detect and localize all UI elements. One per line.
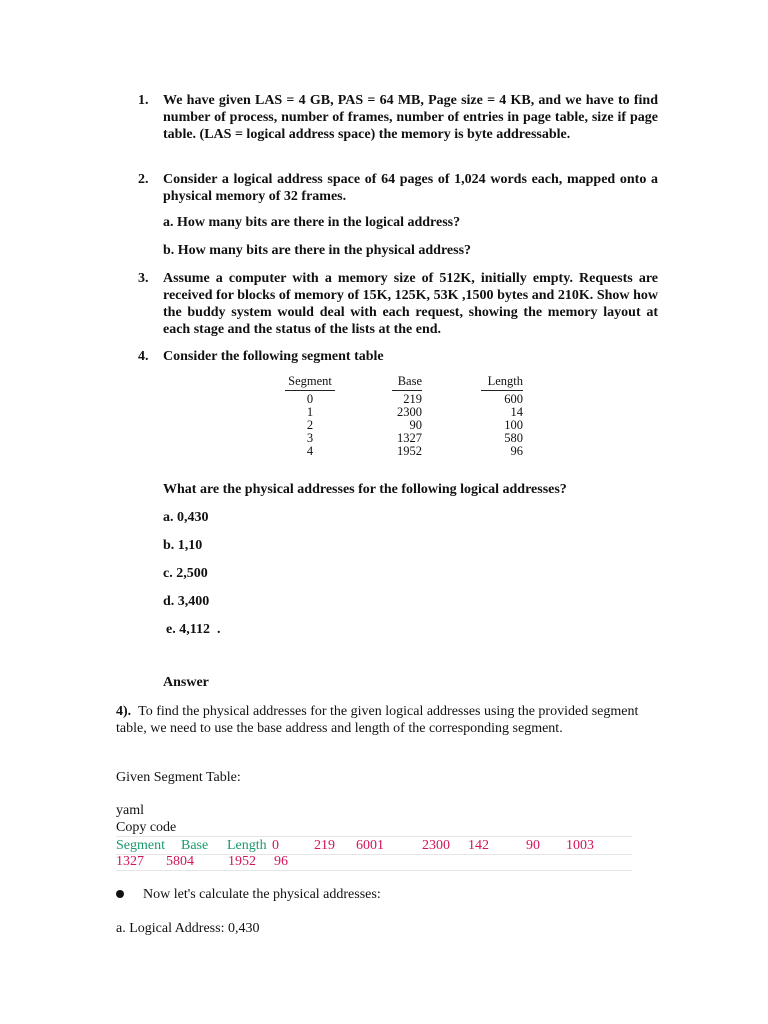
length-cell: 100 xyxy=(504,418,523,432)
base-column xyxy=(392,375,422,458)
code-token: 219 xyxy=(314,838,335,853)
code-token: Segment xyxy=(116,838,165,853)
code-token: 1952 xyxy=(228,854,256,869)
question-3 xyxy=(138,270,658,338)
question-4 xyxy=(138,348,658,365)
base-cell: 1327 xyxy=(397,431,422,445)
question-text: Consider the following segment table xyxy=(163,349,384,364)
question-text: Consider a logical address space of 64 pages of 1,024 words each, mapped onto a physical memory of 32 frames. xyxy=(163,172,658,204)
question-4a: a. 0,430 xyxy=(163,510,209,525)
segment-cell: 0 xyxy=(306,392,314,406)
segment-column xyxy=(285,375,335,458)
answer-intro-text: To find the physical addresses for the given logical addresses using the provided segment table, we need to use the base address and length of the corresponding segment. xyxy=(116,704,639,736)
code-token: 6001 xyxy=(356,838,384,853)
code-line xyxy=(116,853,632,871)
segment-header: Segment xyxy=(285,375,335,391)
segment-cell: 3 xyxy=(306,431,314,445)
code-language: yaml xyxy=(116,803,144,818)
base-cell: 219 xyxy=(403,392,422,406)
logical-address-a: a. Logical Address: 0,430 xyxy=(116,921,260,936)
code-token: 1327 xyxy=(116,854,144,869)
base-cell: 90 xyxy=(409,418,422,432)
bullet-text: Now let's calculate the physical addresses: xyxy=(143,887,381,902)
length-column xyxy=(481,375,523,458)
code-token: 5804 xyxy=(166,854,194,869)
code-token: Length xyxy=(227,838,267,853)
base-cell: 2300 xyxy=(397,405,422,419)
question-text: Assume a computer with a memory size of 512K, initially empty. Requests are received for blocks of memory of 15K, 125K, 53K ,1500 bytes and 210K. Show how the buddy system would deal with each request, showing the memory layout at each stage and the status of the lists at the end. xyxy=(163,271,658,337)
question-2a: a. How many bits are there in the logical address? xyxy=(163,215,461,230)
code-token: 0 xyxy=(272,838,279,853)
length-cell: 600 xyxy=(504,392,523,406)
code-token: 90 xyxy=(526,838,540,853)
code-token: 142 xyxy=(468,838,489,853)
answer-intro xyxy=(116,703,646,737)
question-number: 1. xyxy=(138,93,149,108)
length-cell: 14 xyxy=(510,405,523,419)
question-number: 4. xyxy=(138,349,149,364)
question-number: 3. xyxy=(138,271,149,286)
question-4b: b. 1,10 xyxy=(163,538,203,553)
answer-number: 4). xyxy=(116,704,132,719)
segment-cell: 1 xyxy=(306,405,314,419)
code-token: 2300 xyxy=(422,838,450,853)
question-1 xyxy=(138,92,658,143)
length-cell: 96 xyxy=(510,444,523,458)
base-cell: 1952 xyxy=(397,444,422,458)
code-token: 96 xyxy=(274,854,288,869)
question-2b: b. How many bits are there in the physical address? xyxy=(163,243,472,258)
question-2 xyxy=(138,171,658,205)
question-text: We have given LAS = 4 GB, PAS = 64 MB, Page size = 4 KB, and we have to find number of process, number of frames, number of entries in page table, size if page table. (LAS = logical address space) the memory is byte addressable. xyxy=(163,93,658,142)
question-number: 2. xyxy=(138,172,149,187)
code-token: Base xyxy=(181,838,209,853)
given-label: Given Segment Table: xyxy=(116,770,241,785)
length-cell: 580 xyxy=(504,431,523,445)
segment-cell: 4 xyxy=(306,444,314,458)
question-4d: d. 3,400 xyxy=(163,594,210,609)
length-header: Length xyxy=(481,375,523,391)
copy-code-button[interactable]: Copy code xyxy=(116,820,177,835)
question-4c: c. 2,500 xyxy=(163,566,208,581)
question-4e: e. 4,112 . xyxy=(166,622,221,637)
question-4-prompt: What are the physical addresses for the following logical addresses? xyxy=(163,482,567,497)
segment-cell: 2 xyxy=(306,418,314,432)
base-header: Base xyxy=(392,375,422,391)
answer-title: Answer xyxy=(163,675,209,690)
bullet-dot-icon xyxy=(116,890,124,898)
code-token: 1003 xyxy=(566,838,594,853)
